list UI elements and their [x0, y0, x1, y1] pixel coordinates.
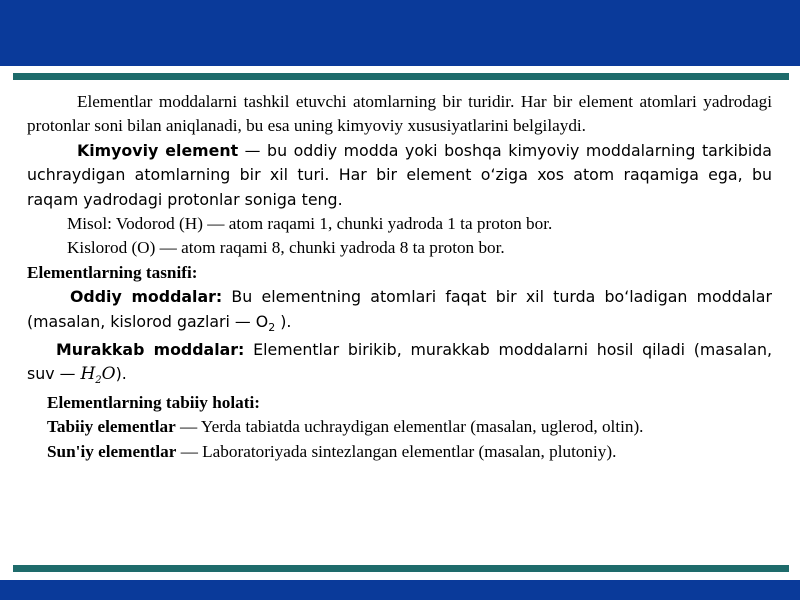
bottom-divider: [13, 565, 789, 572]
water-formula-h: H: [80, 364, 96, 385]
synthetic-elements-term: Sun'iy elementlar: [47, 441, 177, 461]
definition-text: — bu oddiy modda yoki boshqa kimyoviy moddalarning tarkibida uchraydigan atomlarning bir xil turi. Har bir element o‘ziga xos atom raqamiga ega, bu raqam yadrodagi protonlar soniga teng.: [27, 140, 772, 209]
water-formula-subscript: 2: [95, 375, 102, 387]
definition-paragraph: [27, 139, 772, 212]
footer-band: [0, 580, 800, 600]
slide-body: [27, 90, 772, 464]
complex-substances-paragraph: [27, 338, 772, 387]
example-oxygen: [27, 236, 772, 260]
simple-substances-term: Oddiy moddalar:: [70, 287, 223, 307]
example-hydrogen: [27, 212, 772, 236]
natural-elements-line: [27, 415, 772, 439]
complex-substances-text: Elementlar birikib, murakkab moddalarni hosil qiladi (masalan, suv —: [27, 340, 772, 384]
synthetic-elements-text: — Laboratoriyada sintezlangan elementlar (masalan, plutoniy).: [176, 441, 617, 461]
classification-heading-text: Elementlarning tasnifi:: [27, 262, 198, 282]
simple-substances-paragraph: [27, 285, 772, 334]
natural-elements-text: — Yerda tabiatda uchraydigan elementlar (masalan, uglerod, oltin).: [175, 417, 644, 437]
definition-term: Kimyoviy element: [77, 140, 239, 160]
complex-substances-term: Murakkab moddalar:: [56, 340, 245, 360]
water-formula-o: O: [101, 364, 116, 385]
natural-elements-term: Tabiiy elementlar: [47, 417, 176, 437]
natural-state-heading-text: Elementlarning tabiiy holati:: [47, 392, 260, 412]
natural-state-heading: [27, 391, 772, 415]
synthetic-elements-line: [27, 440, 772, 464]
classification-heading: [27, 261, 772, 285]
intro-text: Elementlar moddalarni tashkil etuvchi atomlarning bir turidir. Har bir element atomlari yadrodagi protonlar soni bilan aniqlanadi, bu esa uning kimyoviy xususiyatlarini belgilaydi.: [27, 92, 772, 136]
complex-substances-end: ).: [115, 364, 127, 384]
top-divider: [13, 73, 789, 80]
water-formula: [80, 364, 116, 387]
example-oxygen-text: Kislorod (O) — atom raqami 8, chunki yadroda 8 ta proton bor.: [67, 238, 505, 258]
intro-paragraph: [27, 90, 772, 139]
simple-substances-text: Bu elementning atomlari faqat bir xil turda bo‘ladigan moddalar (masalan, kislorod gazlari — O: [27, 287, 772, 331]
simple-substances-end: ).: [275, 311, 292, 331]
example-hydrogen-text: Misol: Vodorod (H) — atom raqami 1, chunki yadroda 1 ta proton bor.: [67, 214, 553, 234]
header-band: [0, 0, 800, 66]
simple-substances-subscript: 2: [268, 320, 276, 334]
